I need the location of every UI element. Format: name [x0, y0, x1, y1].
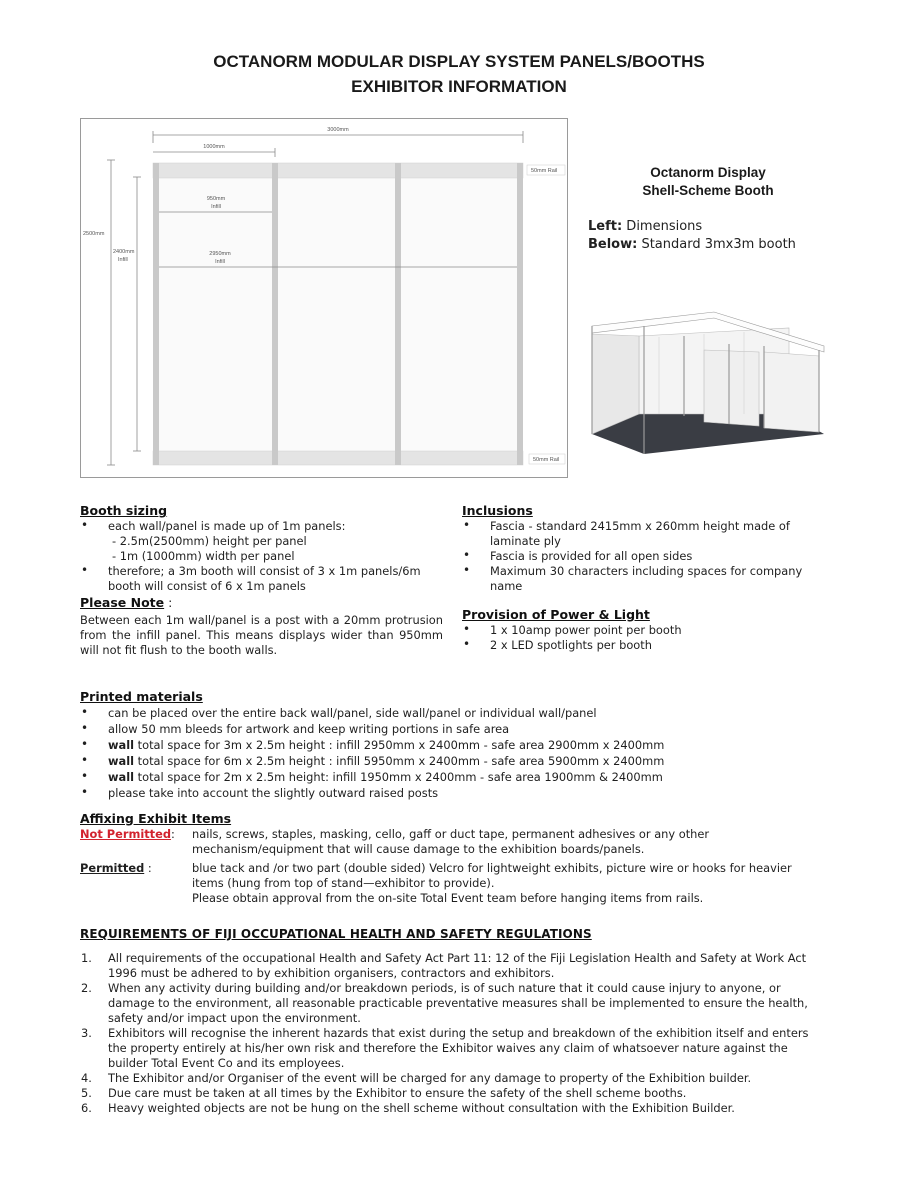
list-item: • 2 x LED spotlights per booth	[463, 637, 652, 652]
permitted-text: blue tack and /or two part (double sided) Velcro for lightweight exhibits, picture wire or hooks for heavier items (hung from top of stand—exhibitor to provide).	[192, 861, 792, 890]
affixing-heading: Affixing Exhibit Items	[80, 811, 232, 826]
list-item: 4. The Exhibitor and/or Organiser of the event will be charged for any damage to property of the Exhibition builder.	[81, 1071, 752, 1085]
dimension-diagram-frame	[80, 118, 568, 478]
height-2400-sub-label: Infill	[118, 257, 128, 263]
total-width-label: 3000mm	[327, 127, 349, 133]
list-item: 2. When any activity during building and/or breakdown periods, is of such nature that it could cause injury to anyone, or damage to the environment, all reasonable practicable preventative measures shall be implemented to ensure the health, safety and/or impact upon the environment.	[81, 981, 808, 1025]
list-item: • wall total space for 3m x 2.5m height : infill 2950mm x 2400mm - safe area 2900mm x 2400mm	[81, 737, 665, 752]
list-item: • therefore; a 3m booth will consist of 3 x 1m panels/6m booth will consist of 6 x 1m panels	[81, 563, 421, 593]
booth-caption-line1: Octanorm Display	[650, 165, 766, 180]
please-note-text: Between each 1m wall/panel is a post with a 20mm protrusion from the infill panel. This means displays wider than 950mm will not fit flush to the booth walls.	[80, 613, 443, 657]
panel-width-label: 1000mm	[203, 144, 225, 150]
dimension-diagram	[81, 119, 567, 477]
infill-2950-sub-label: Infill	[215, 259, 225, 265]
power-light-section	[462, 606, 832, 653]
page-title: OCTANORM MODULAR DISPLAY SYSTEM PANELS/BOOTHS	[213, 52, 705, 71]
list-item: • Maximum 30 characters including spaces for company name	[463, 563, 803, 593]
inclusions-section	[462, 502, 832, 594]
list-item: • each wall/panel is made up of 1m panels:	[81, 518, 346, 533]
not-permitted-text: nails, screws, staples, masking, cello, gaff or duct tape, permanent adhesives or any other mechanism/equipment that will cause damage to the exhibition boards/panels.	[192, 827, 710, 856]
list-item: • can be placed over the entire back wall/panel, side wall/panel or individual wall/panel	[81, 705, 597, 720]
please-note-section: Please Note : Between each 1m wall/panel is a post with a 20mm protrusion from the infill panel. This means displays wider than 950mm will not fit flush to the booth walls.	[80, 595, 443, 657]
booth-sizing-heading: Booth sizing	[80, 503, 168, 518]
affixing-section: Affixing Exhibit Items Not Permitted: nails, screws, staples, masking, cello, gaff or duct tape, permanent adhesives or any other mechanism/equipment that will cause damage to the exhibition boards/panels. Permitted : blue tack and /or two part (double sided) Velcro for lightweight exhibits, picture wire or hooks for heavier items (hung from top of stand—exhibitor to provide). Please obtain approval from the on-site Total Event team before hanging items from rails.	[80, 810, 840, 890]
booth-illustration	[584, 306, 834, 470]
top-rail-label: 50mm Rail	[531, 168, 558, 174]
list-item: 3. Exhibitors will recognise the inherent hazards that exist during the setup and breakdown of the exhibition itself and enters the property entirely at his/her own risk and therefore the Exhibitor waives any claim of whatsoever nature against the builder Total Event Co and its employees.	[81, 1026, 809, 1070]
list-item: • 1 x 10amp power point per booth	[463, 622, 682, 637]
permitted-text-2: Please obtain approval from the on-site Total Event team before hanging items from rails.	[192, 891, 704, 905]
power-light-heading: Provision of Power & Light	[462, 607, 650, 622]
printed-materials-section	[80, 688, 840, 801]
below-text: Standard 3mx3m booth	[637, 237, 796, 252]
infill-950-label: 950mm	[206, 196, 226, 202]
bottom-rail-label: 50mm Rail	[533, 457, 560, 463]
sub-item: - 1m (1000mm) width per panel	[112, 549, 295, 563]
list-item: 6. Heavy weighted objects are not be hung on the shell scheme without consultation with the Exhibition Builder.	[81, 1101, 735, 1115]
printed-materials-heading: Printed materials	[80, 689, 203, 704]
page-subtitle: EXHIBITOR INFORMATION	[351, 77, 567, 96]
infill-950-sub-label: Infill	[211, 204, 221, 210]
left-label: Left:	[588, 219, 623, 234]
list-item: • wall total space for 2m x 2.5m height: infill 1950mm x 2400mm - safe area 1900mm & 2400mm	[81, 769, 663, 784]
height-2500-label: 2500mm	[83, 231, 105, 237]
left-text: Dimensions	[622, 219, 703, 234]
infill-2950-label: 2950mm	[209, 251, 231, 257]
permitted-label: Permitted	[80, 861, 145, 875]
inclusions-heading: Inclusions	[462, 503, 533, 518]
height-2400-label: 2400mm	[113, 249, 135, 255]
booth-sizing-section	[80, 502, 450, 594]
list-item: • wall total space for 6m x 2.5m height : infill 5950mm x 2400mm - safe area 5900mm x 2400mm	[81, 753, 665, 768]
list-item: • allow 50 mm bleeds for artwork and keep writing portions in safe area	[81, 721, 510, 736]
list-item: • Fascia - standard 2415mm x 260mm height made of laminate ply	[463, 518, 790, 548]
regulations-section	[80, 926, 825, 1116]
booth-caption-title	[608, 164, 808, 200]
not-permitted-label: Not Permitted	[80, 827, 172, 841]
booth-caption-line2: Shell-Scheme Booth	[642, 183, 774, 198]
list-item: 5. Due care must be taken at all times by the Exhibitor to ensure the safety of the shell scheme booths.	[81, 1086, 687, 1100]
booth-caption-desc	[588, 218, 796, 254]
list-item: • please take into account the slightly outward raised posts	[81, 785, 439, 800]
regulations-heading: REQUIREMENTS OF FIJI OCCUPATIONAL HEALTH AND SAFETY REGULATIONS	[80, 927, 592, 941]
list-item: • Fascia is provided for all open sides	[463, 548, 693, 563]
below-label: Below:	[588, 237, 638, 252]
list-item: 1. All requirements of the occupational Health and Safety Act Part 11: 12 of the Fiji Legislation Health and Safety at Work Act 1996 must be adhered to by exhibition organisers, contractors and exhibitors.	[81, 951, 807, 980]
please-note-heading: Please Note	[80, 595, 165, 610]
sub-item: - 2.5m(2500mm) height per panel	[112, 534, 307, 548]
